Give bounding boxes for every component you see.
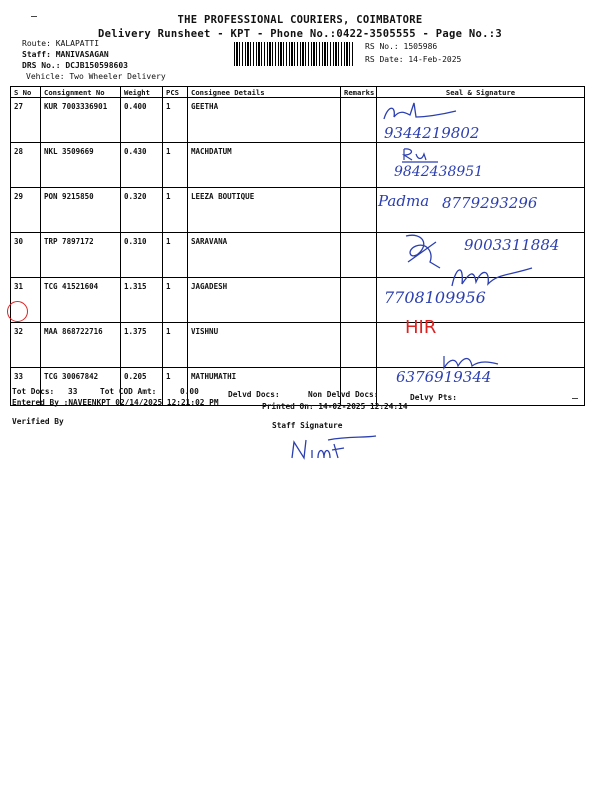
row-weight: 0.400: [121, 98, 163, 143]
red-circle-mark: [7, 301, 28, 322]
row-consignee: MACHDATUM: [188, 143, 341, 188]
row-consignee: GEETHA: [188, 98, 341, 143]
handwritten-phone-33: 6376919344: [396, 368, 492, 386]
row-weight: 1.375: [121, 323, 163, 368]
row-sno: 31: [11, 278, 41, 323]
row-sno: 32: [11, 323, 41, 368]
tot-cod-value: 0.00: [180, 387, 199, 396]
col-consignment: Consignment No: [41, 87, 121, 98]
rs-date: RS Date: 14-Feb-2025: [365, 55, 462, 64]
row-remarks: [341, 143, 377, 188]
non-delvd-docs-label: Non Delvd Docs:: [308, 390, 379, 399]
row-consignee: JAGADESH: [188, 278, 341, 323]
handwritten-mark-32: HIR: [405, 317, 437, 338]
row-consignee: SARAVANA: [188, 233, 341, 278]
row-sno: 33: [11, 368, 41, 406]
row-pcs: 1: [163, 233, 188, 278]
row-consignment: PON 9215850: [41, 188, 121, 233]
staff-label: Staff: MANIVASAGAN: [22, 50, 109, 59]
row-remarks: [341, 233, 377, 278]
handwritten-phone-27: 9344219802: [384, 124, 480, 142]
row-consignee: MATHUMATHI: [188, 368, 341, 406]
row-pcs: 1: [163, 368, 188, 406]
col-seal-signature: Seal & Signature: [377, 87, 585, 98]
row-consignment: TRP 7897172: [41, 233, 121, 278]
row-remarks: [341, 188, 377, 233]
row-weight: 0.205: [121, 368, 163, 406]
staff-signature-scribble-icon: [288, 434, 380, 464]
staff-signature-label: Staff Signature: [272, 421, 343, 430]
row-remarks: [341, 368, 377, 406]
row-pcs: 1: [163, 323, 188, 368]
company-title: THE PROFESSIONAL COURIERS, COIMBATORE: [177, 14, 423, 26]
delvd-docs-label: Delvd Docs:: [228, 390, 280, 399]
route-label: Route: KALAPATTI: [22, 39, 100, 48]
row-weight: 0.310: [121, 233, 163, 278]
handwritten-phone-31: 7708109956: [384, 288, 486, 307]
table-header-row: [11, 87, 585, 98]
verified-by-label: Verified By: [12, 417, 64, 426]
row-sno: 29: [11, 188, 41, 233]
tot-cod-label: Tot COD Amt:: [100, 387, 157, 396]
col-sno: S No: [11, 87, 41, 98]
row-consignment: TCG 41521604: [41, 278, 121, 323]
handwritten-name-29: Padma: [378, 192, 430, 210]
col-remarks: Remarks: [341, 87, 377, 98]
col-weight: Weight: [121, 87, 163, 98]
row-weight: 0.430: [121, 143, 163, 188]
row-consignment: TCG 30067842: [41, 368, 121, 406]
row-sno: 28: [11, 143, 41, 188]
handwritten-phone-30: 9003311884: [464, 236, 560, 254]
drs-number: DRS No.: DCJB150598603: [22, 61, 128, 70]
row-remarks: [341, 278, 377, 323]
row-weight: 0.320: [121, 188, 163, 233]
row-weight: 1.315: [121, 278, 163, 323]
delvy-pts-label: Delvy Pts:: [410, 393, 457, 402]
runsheet-subtitle: Delivery Runsheet - KPT - Phone No.:0422-3505555 - Page No.:3: [98, 28, 502, 40]
table-row: [11, 98, 585, 143]
row-pcs: 1: [163, 98, 188, 143]
col-consignee: Consignee Details: [188, 87, 341, 98]
signature-scribble-icon: [400, 232, 446, 272]
barcode-image: [234, 42, 354, 66]
rs-number: RS No.: 1505986: [365, 42, 438, 51]
row-pcs: 1: [163, 143, 188, 188]
row-remarks: [341, 323, 377, 368]
row-consignment: KUR 7003336901: [41, 98, 121, 143]
signature-scribble-icon: [400, 146, 440, 164]
tot-docs-value: 33: [68, 387, 78, 396]
tot-docs-label: Tot Docs:: [12, 387, 55, 396]
handwritten-phone-28: 9842438951: [394, 164, 484, 180]
handwritten-phone-29: 8779293296: [442, 194, 538, 212]
row-sno: 30: [11, 233, 41, 278]
col-pcs: PCS: [163, 87, 188, 98]
row-pcs: 1: [163, 278, 188, 323]
margin-mark: [31, 16, 37, 17]
table-row: [11, 143, 585, 188]
row-consignee: VISHNU: [188, 323, 341, 368]
row-consignment: NKL 3509669: [41, 143, 121, 188]
printed-on: Printed On: 14-02-2025 12:24:14: [262, 402, 408, 411]
entered-by: Entered By :NAVEENKPT 02/14/2025 12:21:02 PM: [12, 398, 219, 407]
margin-mark: [572, 398, 578, 399]
row-consignment: MAA 868722716: [41, 323, 121, 368]
vehicle-label: Vehicle: Two Wheeler Delivery: [26, 72, 166, 81]
row-pcs: 1: [163, 188, 188, 233]
row-remarks: [341, 98, 377, 143]
row-consignee: LEEZA BOUTIQUE: [188, 188, 341, 233]
row-sno: 27: [11, 98, 41, 143]
